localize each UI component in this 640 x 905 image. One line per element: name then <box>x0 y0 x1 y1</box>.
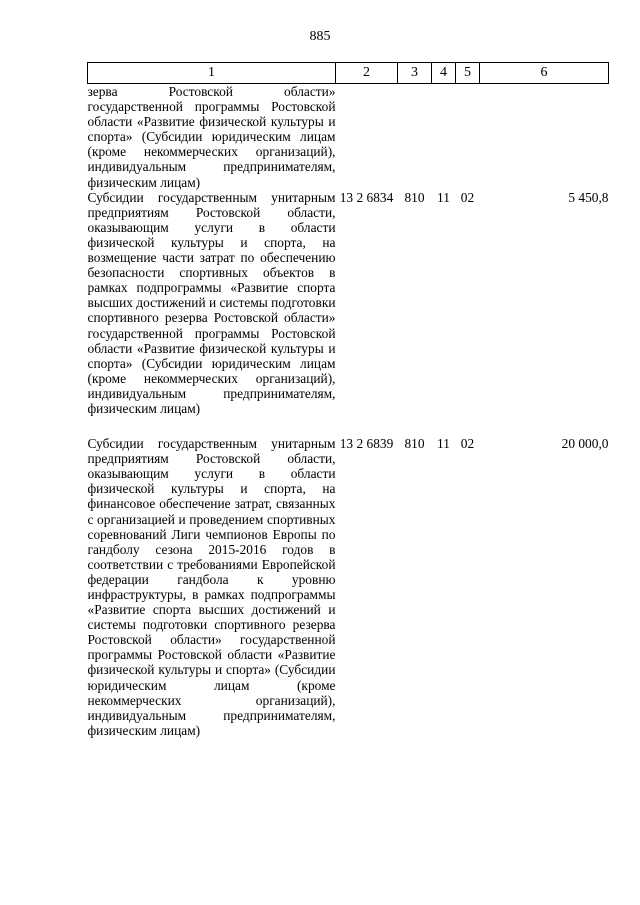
row-section: 11 <box>437 436 450 452</box>
continuation-row <box>88 84 609 190</box>
row-description: Субсидии государственным унитарным предприятиям Ростовской области, оказывающим услуги в области физической культуры и спорта, на финансовое обеспечение затрат, связанных с организацией и проведением спортивных соревнований Лиги чемпионов Европы по гандболу сезона 2015-2016 годов в соответствии с требованиями Европейской федерации гандбола к уровню инфраструктуры, в рамках подпрограммы «Развитие спорта высших достижений и системы подготовки спортивного резерва Ростовской области» государственной программы Ростовской области «Развитие физической культуры и спорта» (Субсидии юридическим лицам (кроме некоммерческих организаций), индивидуальным предпринимателям, физическим лицам) <box>87 436 336 738</box>
table-row <box>88 436 609 758</box>
row-section: 11 <box>437 189 450 205</box>
budget-table <box>87 62 609 758</box>
column-header-6: 6 <box>480 63 609 84</box>
row-subsection: 02 <box>460 436 475 452</box>
column-header-1: 1 <box>88 63 336 84</box>
column-header-3: 3 <box>398 63 432 84</box>
table-header-row <box>88 63 609 84</box>
row-amount: 20 000,0 <box>561 436 609 452</box>
row-description: Субсидии государственным унитарным предприятиям Ростовской области, оказывающим услуги в области физической культуры и спорта, на возмещение части затрат по обеспечению безопасности спортивных объектов в рамках подпрограммы «Развитие спорта высших достижений и системы подготовки спортивного резерва Ростовской области» государственной программы Ростовской области «Развитие физической культуры и спорта» (Субсидии юридическим лицам (кроме некоммерческих организаций), индивидуальным предпринимателям, физическим лицам) <box>87 189 336 416</box>
row-expense-type: 810 <box>404 189 425 205</box>
column-header-5: 5 <box>456 63 480 84</box>
row-target-code: 13 2 6834 <box>339 189 394 205</box>
row-amount: 5 450,8 <box>568 189 609 205</box>
table-row <box>88 190 609 436</box>
column-header-4: 4 <box>432 63 456 84</box>
column-header-2: 2 <box>336 63 398 84</box>
continuation-description: зерва Ростовской области» государственной программы Ростовской области «Развитие физической культуры и спорта» (Субсидии юридическим лицам (кроме некоммерческих организаций), индивидуальным предпринимателям, физическим лицам) <box>87 84 336 190</box>
row-expense-type: 810 <box>404 436 425 452</box>
page-number: 885 <box>309 29 331 44</box>
row-subsection: 02 <box>460 189 475 205</box>
row-target-code: 13 2 6839 <box>339 436 394 452</box>
